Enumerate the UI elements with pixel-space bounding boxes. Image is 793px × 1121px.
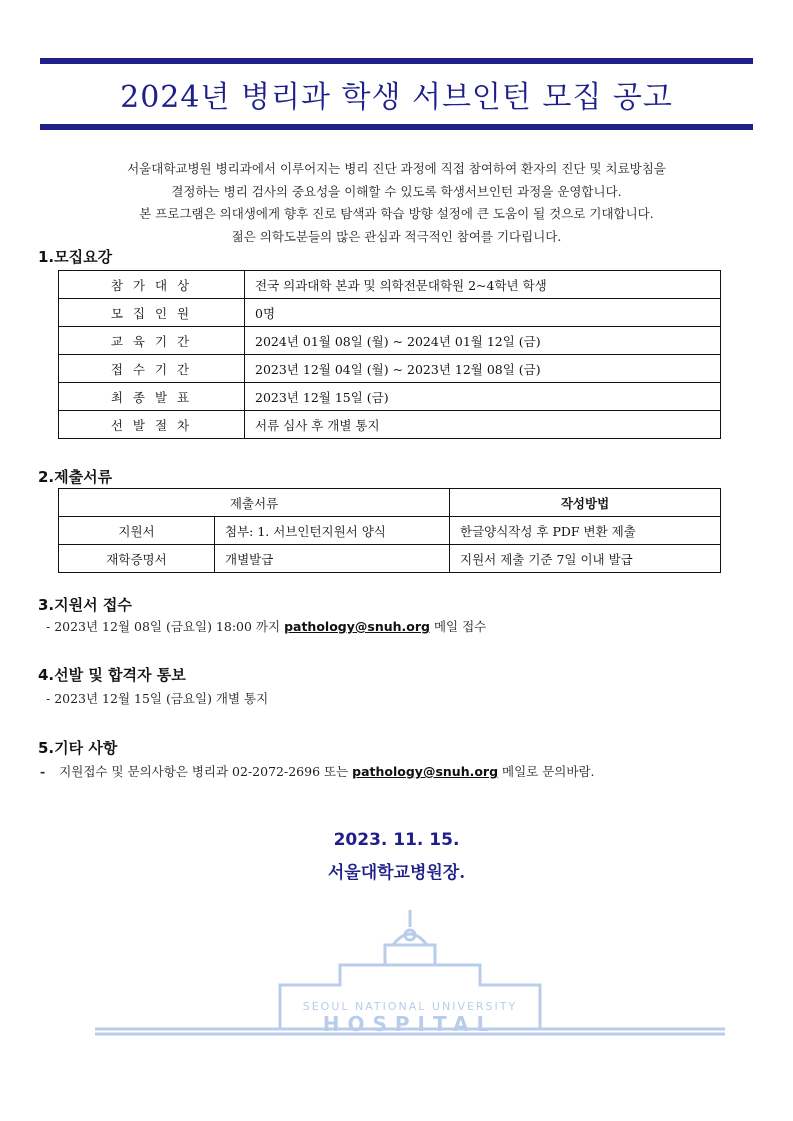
row-label: 교 육 기 간: [59, 327, 245, 355]
logo-line1: SEOUL NATIONAL UNIVERSITY: [302, 1000, 518, 1013]
section5-suffix: 메일로 문의바람.: [502, 764, 595, 779]
row-value: 2023년 12월 15일 (금): [245, 383, 721, 411]
intro-line: 서울대학교병원 병리과에서 이루어지는 병리 진단 과정에 직접 참여하여 환자의 진단 및 치료방침을: [127, 161, 666, 176]
section2-heading: 2.제출서류: [38, 468, 113, 486]
header-method: 작성방법: [450, 489, 721, 517]
row-value: 서류 심사 후 개별 통지: [245, 411, 721, 439]
documents-table: [58, 488, 721, 573]
signature: 서울대학교병원장.: [327, 863, 466, 883]
section4-text: - 2023년 12월 15일 (금요일) 개별 통지: [46, 691, 269, 706]
recruitment-table: [58, 270, 721, 439]
row-label: 참 가 대 상: [59, 271, 245, 299]
logo-line2: HOSPITAL: [322, 1012, 498, 1036]
intro-paragraph: [40, 158, 753, 248]
row-label: 선 발 절 차: [59, 411, 245, 439]
table-row: [59, 271, 721, 299]
intro-line: 본 프로그램은 의대생에게 향후 진로 탐색과 학습 방향 설정에 큰 도움이 될 것으로 기대합니다.: [139, 206, 654, 221]
table-row: [59, 545, 721, 573]
doc-method: 한글양식작성 후 PDF 변환 제출: [450, 517, 721, 545]
row-label: 접 수 기 간: [59, 355, 245, 383]
doc-detail: 첨부: 1. 서브인턴지원서 양식: [215, 517, 450, 545]
intro-line: 결정하는 병리 검사의 중요성을 이해할 수 있도록 학생서브인턴 과정을 운영합니다.: [171, 183, 622, 199]
bullet-dash: -: [40, 764, 46, 779]
row-label: 모 집 인 원: [59, 299, 245, 327]
section4-heading: 4.선발 및 합격자 통보: [38, 666, 186, 684]
section3-heading: 3.지원서 접수: [38, 596, 132, 614]
section3-text: [46, 617, 486, 635]
doc-name: 재학증명서: [59, 545, 215, 573]
hospital-logo-watermark: [95, 905, 725, 1040]
section5-prefix: 지원접수 및 문의사항은 병리과 02-2072-2696 또는: [59, 764, 349, 779]
row-label: 최 종 발 표: [59, 383, 245, 411]
row-value: 2023년 12월 04일 (월) ~ 2023년 12월 08일 (금): [245, 355, 721, 383]
table-row: [59, 411, 721, 439]
doc-detail: 개별발급: [215, 545, 450, 573]
row-value: 0명: [245, 299, 721, 327]
email-link[interactable]: pathology@snuh.org: [284, 619, 430, 634]
top-rule: [40, 58, 753, 64]
row-value: 2024년 01월 08일 (월) ~ 2024년 01월 12일 (금): [245, 327, 721, 355]
table-row: [59, 383, 721, 411]
bottom-rule: [40, 124, 753, 130]
notice-date: 2023. 11. 15.: [333, 830, 460, 850]
section3-suffix: 메일 접수: [433, 619, 487, 634]
section5-text: [40, 762, 595, 780]
table-row: [59, 355, 721, 383]
intro-line: 젊은 의학도분들의 많은 관심과 적극적인 참여를 기다립니다.: [231, 228, 562, 244]
header-docs: 제출서류: [59, 489, 450, 517]
table-row: [59, 327, 721, 355]
section5-heading: 5.기타 사항: [38, 739, 118, 757]
table-header-row: [59, 489, 721, 517]
doc-name: 지원서: [59, 517, 215, 545]
page-title: 2024년 병리과 학생 서브인턴 모집 공고: [120, 80, 673, 115]
table-row: [59, 299, 721, 327]
table-row: [59, 517, 721, 545]
email-link[interactable]: pathology@snuh.org: [352, 764, 499, 779]
doc-method: 지원서 제출 기준 7일 이내 발급: [450, 545, 721, 573]
section1-heading: 1.모집요강: [38, 248, 113, 266]
section3-prefix: - 2023년 12월 08일 (금요일) 18:00 까지: [46, 619, 281, 634]
row-value: 전국 의과대학 본과 및 의학전문대학원 2~4학년 학생: [245, 271, 721, 299]
